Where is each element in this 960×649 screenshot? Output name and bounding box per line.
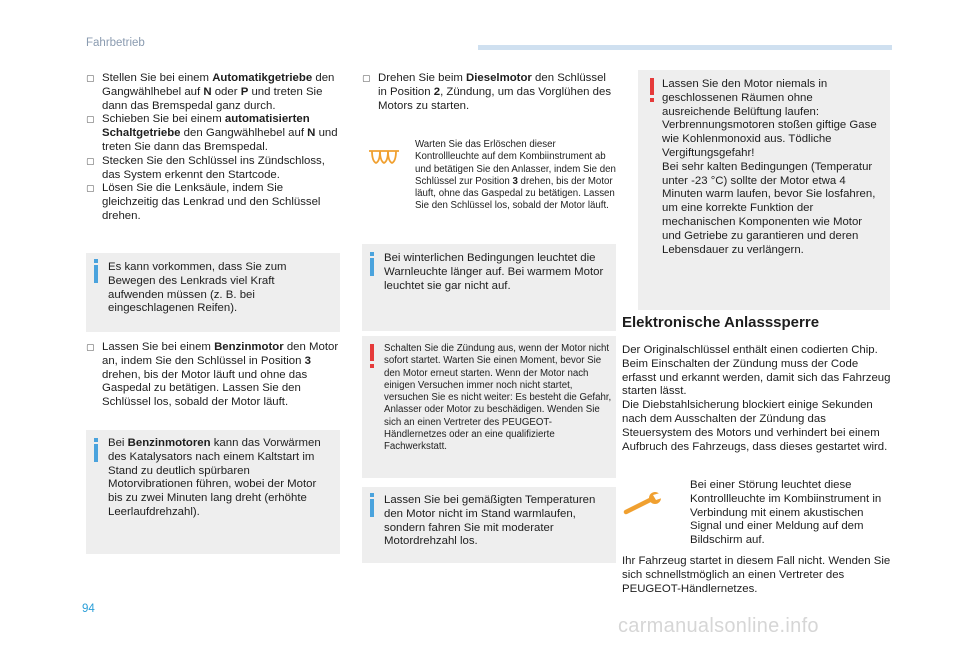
section-title: Fahrbetrieb — [86, 37, 145, 49]
wrench-note: Bei einer Störung leuchtet diese Kontrollleuchte im Kombiinstrument in Verbindung mit einem akustischen Signal und einer Meldung auf dem Bildschirm auf. — [690, 479, 882, 547]
start-steps-list — [86, 72, 342, 224]
diesel-start-list — [362, 72, 616, 113]
list-item: ▢ Lassen Sie bei einem Benzinmotor den Motor an, indem Sie den Schlüssel in Position 3 drehen, bis der Motor läuft und ohne das Gaspedal zu betätigen. Lassen Sie den Schlüssel los, sobald der Motor läuft. — [86, 341, 342, 410]
immobiliser-paragraph: Der Originalschlüssel enthält einen codierten Chip. Beim Einschalten der Zündung muss der Code erfasst und erkannt werden, damit sich das Fahrzeug starten lässt. Die Diebstahlsicherung blockiert einige Sekunden nach dem Ausschalten der Zündung das Steuersystem des Motors und verhindert bei einem Aufbruch des Fahrzeugs, dass dieses gestartet wird. — [622, 344, 891, 453]
info-icon — [94, 265, 98, 283]
list-item: ▢ Lösen Sie die Lenksäule, indem Sie gleichzeitig das Lenkrad und den Schlüssel drehen. — [86, 182, 342, 223]
info-box-winter — [362, 244, 616, 331]
wrench-icon — [622, 492, 668, 521]
petrol-start-list — [86, 341, 342, 410]
warning-icon — [370, 344, 374, 361]
info-icon — [94, 444, 98, 462]
info-box-steering — [86, 253, 340, 332]
list-item: ▢ Schieben Sie bei einem automatisierten Schaltgetriebe den Gangwählhebel auf N und treten Sie dann das Bremspedal. — [86, 113, 342, 154]
warning-box-starter — [362, 336, 616, 478]
warning-box-exhaust — [638, 70, 890, 310]
watermark: carmanualsonline.info — [618, 615, 819, 637]
header-bar — [478, 45, 892, 50]
info-text: Es kann vorkommen, dass Sie zum Bewegen des Lenkrads viel Kraft aufwenden müssen (z. B. bei eingeschlagenen Reifen). — [108, 261, 287, 315]
list-item: ▢ Drehen Sie beim Dieselmotor den Schlüssel in Position 2, Zündung, um das Vorglühen des Motors zu starten. — [362, 72, 616, 113]
info-box-warmup — [362, 487, 616, 563]
page-number: 94 — [82, 603, 95, 615]
list-item: ▢ Stecken Sie den Schlüssel ins Zündschloss, das System erkennt den Startcode. — [86, 155, 342, 183]
info-icon — [370, 258, 374, 276]
info-box-catalyst — [86, 430, 340, 554]
warning-text: Lassen Sie den Motor niemals in geschlossenen Räumen ohne ausreichende Belüftung laufen: Verbrennungsmotoren stoßen giftige Gase wie Kohlenmonoxid aus. Tödliche Vergiftungsgefahr! Bei sehr kalten Bedingungen (Temperatur unter -23 °C) sollte der Motor etwa 4 Minuten warm laufen, bevor Sie losfahren, um eine korrekte Funktion der mechanischen Komponenten wie Motor und Getriebe zu garantieren und deren Lebensdauer zu verlängern. — [662, 78, 877, 256]
info-text: Bei Benzinmotoren kann das Vorwärmen des Katalysators nach einem Kaltstart im Stand zu deutlich spürbaren Motorvibrationen führen, wobei der Motor bis zu zwei Minuten lang dreht (erhöhte Leerlaufdrehzahl). — [108, 437, 321, 518]
info-text: Bei winterlichen Bedingungen leuchtet die Warnleuchte länger auf. Bei warmem Motor leuchtet sie gar nicht auf. — [384, 252, 604, 292]
list-item: ▢ Stellen Sie bei einem Automatikgetriebe den Gangwählhebel auf N oder P und treten Sie dann das Bremspedal ganz durch. — [86, 72, 342, 113]
warning-text: Schalten Sie die Zündung aus, wenn der Motor nicht sofort startet. Warten Sie einen Moment, bevor Sie den Motor erneut starten. Wenn der Motor nach einigen Versuchen immer noch nicht startet, versuchen Sie es nicht weiter: Es besteht die Gefahr, Anlasser oder Motor zu beschädigen. Wenden Sie sich an einen Vertreter des PEUGEOT-Händlernetzes oder an eine qualifizierte Fachwerkstatt. — [384, 343, 612, 453]
glow-note: Warten Sie das Erlöschen dieser Kontrollleuchte auf dem Kombiinstrument ab und betätigen Sie den Anlasser, indem Sie den Schlüssel zur Position 3 drehen, bis der Motor läuft, ohne das Gaspedal zu betätigen. Lassen Sie den Schlüssel los, sobald der Motor läuft. — [415, 139, 616, 212]
fault-paragraph: Ihr Fahrzeug startet in diesem Fall nicht. Wenden Sie sich schnellstmöglich an einen Vertreter des PEUGEOT-Händlernetzes. — [622, 555, 891, 595]
preheating-coil-icon — [366, 148, 402, 171]
warning-icon — [650, 78, 654, 95]
info-text: Lassen Sie bei gemäßigten Temperaturen den Motor nicht im Stand warmlaufen, sondern fahren Sie mit moderater Motordrehzahl los. — [384, 494, 596, 548]
section-heading: Elektronische Anlasssperre — [622, 314, 820, 331]
info-icon — [370, 499, 374, 517]
